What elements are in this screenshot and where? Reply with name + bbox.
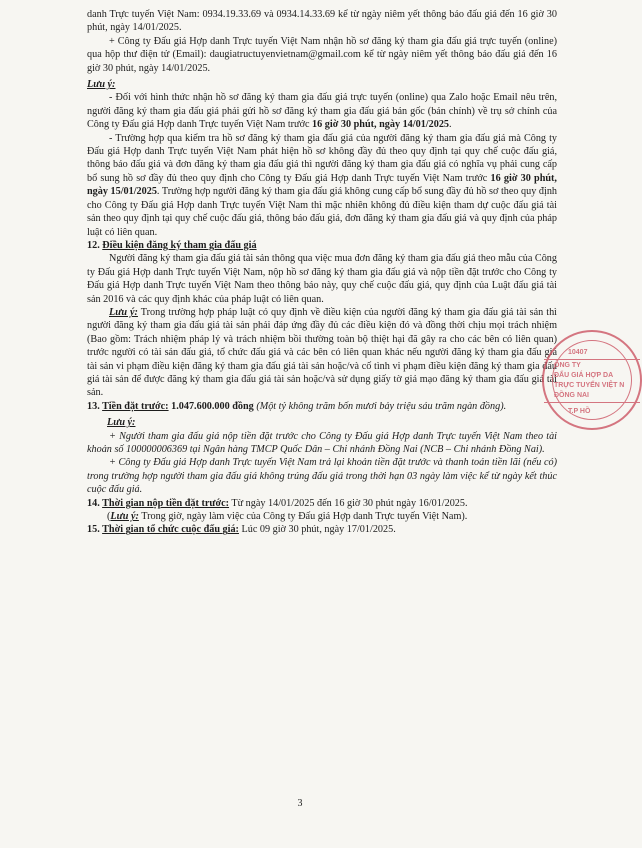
section-number: 13.: [87, 400, 100, 412]
paragraph-online-submission-note: [87, 91, 557, 131]
section-title: Điều kiện đăng ký tham gia đấu giá: [102, 239, 257, 251]
paragraph-text: - Trường hợp qua kiểm tra hồ sơ đăng ký tham gia đấu giá của người đăng ký tham gia đấu giá mà Công ty Đấu giá Hợp danh Trực tuyến Việt Nam phát hiện hồ sơ không đầy đủ theo quy định tại quy chế cuộc đấu giá, thông báo đấu giá và đơn đăng ký tham gia đấu giá thì người đăng ký tham gia đấu giá có nghĩa vụ phải cung cấp bổ sung hồ sơ đầy đủ theo quy định cho Công ty Đấu giá Hợp danh Trực tuyến Việt Nam trước: [87, 132, 557, 184]
stamp-text: ÔNG TY: [554, 362, 581, 369]
section-title: Thời gian nộp tiền đặt trước:: [102, 497, 230, 509]
stamp-rule: [544, 402, 640, 403]
note-label: Lưu ý:: [109, 306, 138, 318]
paragraph-text: + Công ty Đấu giá Hợp danh Trực tuyến Việt Nam trả lại khoản tiền đặt trước và thanh toán tiền lãi (nếu có) trong trường hợp người tham gia đấu giá không trúng đấu giá trong thời hạn 03 ngày làm việc kể từ ngày kết thúc cuộc đấu giá.: [87, 457, 557, 496]
note-label: Lưu ý:: [87, 79, 116, 91]
section-number: 14.: [87, 497, 100, 509]
stamp-rule: [544, 359, 640, 360]
note-heading: [87, 78, 557, 91]
paragraph-text: danh Trực tuyến Việt Nam: 0934.19.33.69 và 0934.14.33.69 kể từ ngày niêm yết thông báo đấu giá đến 16 giờ 30 phút, ngày 14/01/2025.: [87, 9, 557, 34]
deadline-text: 16 giờ 30 phút, ngày 15/01/2025: [87, 172, 557, 198]
paren-open: (: [107, 511, 111, 523]
page-number: 3: [297, 798, 303, 809]
stamp-text: T.P HỒ: [568, 408, 591, 415]
company-seal-stamp: [542, 330, 642, 430]
section-12-heading: [87, 239, 557, 252]
stamp-text: ĐỒNG NAI: [554, 392, 589, 399]
paragraph-supplement-note: [87, 132, 557, 239]
auction-time: Lúc 09 giờ 30 phút, ngày 17/01/2025.: [238, 524, 396, 536]
stamp-text: ĐẤU GIÁ HỢP DA: [554, 372, 614, 379]
paragraph-text: + Người tham gia đấu giá nộp tiền đặt trước cho Công ty Đấu giá Hợp danh Trực tuyến Việt Nam theo tài khoản số 100000006369 tại Ngân hàng TMCP Quốc Dân – Chi nhánh Đồng Nai (NCB – Chi nhánh Đồng Nai).: [87, 430, 557, 455]
stamp-text: TRỰC TUYẾN VIỆT N: [554, 382, 625, 389]
note-heading: [87, 416, 557, 429]
section-15-heading: [87, 523, 557, 536]
document-body: [87, 8, 557, 537]
section-title: Thời gian tổ chức cuộc đấu giá:: [102, 524, 239, 536]
paragraph-text: + Công ty Đấu giá Hợp danh Trực tuyến Việt Nam nhận hồ sơ đăng ký tham gia đấu giá trực tuyến (online) qua hộp thư điện tử (Email): daugiatructuyenvietnam@gmail.com kể từ ngày niêm yết thông báo đấu giá đến 16 giờ 30 phút, ngày 14/01/2025.: [87, 35, 557, 74]
section-13-heading: [87, 400, 557, 413]
paragraph-text: Trong trường hợp pháp luật có quy định về điều kiện của người đăng ký tham gia đấu giá tài sản thì người đăng ký tham gia đấu giá tài sản phải đáp ứng đầy đủ các điều kiện đó và đồng thời chịu mọi trách nhiệm (Bao gồm: Trách nhiệm pháp lý và trách nhiệm bồi thường toàn bộ thiệt hại đã gây ra cho các bên có liên quan) trước người có tài sản đấu giá, tổ chức đấu giá và các bên có liên quan khác nếu người đăng ký tham gia đấu giá tài sản vi phạm điều kiện đăng ký tham gia đấu giá tài sản hoặc/và cố tình vi phạm điều kiện đăng ký tham gia đấu giá tài sản để được đăng ký tham gia đấu giá tài sản hoặc/và sử dụng giấy tờ giả mạo đăng ký tham gia đấu giá tài sản.: [87, 306, 557, 399]
paragraph-deposit-hours-note: [87, 510, 557, 523]
section-number: 12.: [87, 239, 100, 251]
paragraph-contact-phones: [87, 8, 557, 35]
stamp-text: 10407: [568, 349, 588, 356]
deposit-period: Từ ngày 14/01/2025 đến 16 giờ 30 phút ngày 16/01/2025.: [229, 497, 468, 509]
paragraph-text: Người đăng ký tham gia đấu giá tài sản thông qua việc mua đơn đăng ký tham gia đấu giá theo mẫu của Công ty Đấu giá Hợp danh Trực tuyến Việt Nam, nộp hồ sơ đăng ký tham gia đấu giá và nộp tiền đặt trước cho Công ty Đấu giá Hợp danh Trực tuyến Việt Nam theo thông báo này, quy chế cuộc đấu giá, quy định của Luật đấu giá tài sản 2016 và các quy định khác của pháp luật có liên quan.: [87, 253, 557, 305]
paragraph-registration-note: [87, 306, 557, 400]
note-label: Lưu ý:: [110, 511, 139, 523]
paragraph-text: Trong giờ, ngày làm việc của Công ty Đấu giá Hợp danh Trực tuyến Việt Nam).: [138, 511, 468, 523]
paragraph-text-end: . Trường hợp người đăng ký tham gia đấu giá không cung cấp bổ sung đầy đủ hồ sơ theo quy định cho Công ty Đấu giá Hợp danh Trực tuyến Việt Nam thì mặc nhiên không đủ điều kiện tham dự cuộc đấu giá tài sản theo quy định tại quy chế cuộc đấu giá, thông báo đấu giá, đơn đăng ký tham gia đấu giá và quy định của pháp luật có liên quan.: [87, 186, 558, 238]
paragraph-registration-conditions: [87, 252, 557, 306]
paragraph-text: - Đối với hình thức nhận hồ sơ đăng ký tham gia đấu giá trực tuyến (online) qua Zalo hoặc Email nêu trên, người đăng ký tham gia đấu giá phải gửi hồ sơ đăng ký tham gia đấu giá bản gốc (bản chính) về trụ sở chính của Công ty Đấu giá Hợp danh Trực tuyến Việt Nam trước: [87, 92, 557, 131]
paragraph-email-submission: [87, 35, 557, 75]
section-14-heading: [87, 497, 557, 510]
section-title: Tiền đặt trước:: [102, 400, 169, 412]
note-label: Lưu ý:: [107, 417, 136, 429]
paragraph-deposit-refund: [87, 456, 557, 496]
stamp-inner-ring: [552, 340, 632, 420]
deadline-text: 16 giờ 30 phút, ngày 14/01/2025: [312, 119, 450, 131]
deposit-amount-words: (Một tỷ không trăm bốn mươi bảy triệu sáu trăm ngàn đồng).: [253, 400, 507, 412]
deposit-amount: 1.047.600.000 đồng: [168, 400, 254, 412]
section-number: 15.: [87, 524, 100, 536]
paragraph-deposit-account: [87, 430, 557, 457]
paragraph-text-end: .: [449, 119, 452, 131]
